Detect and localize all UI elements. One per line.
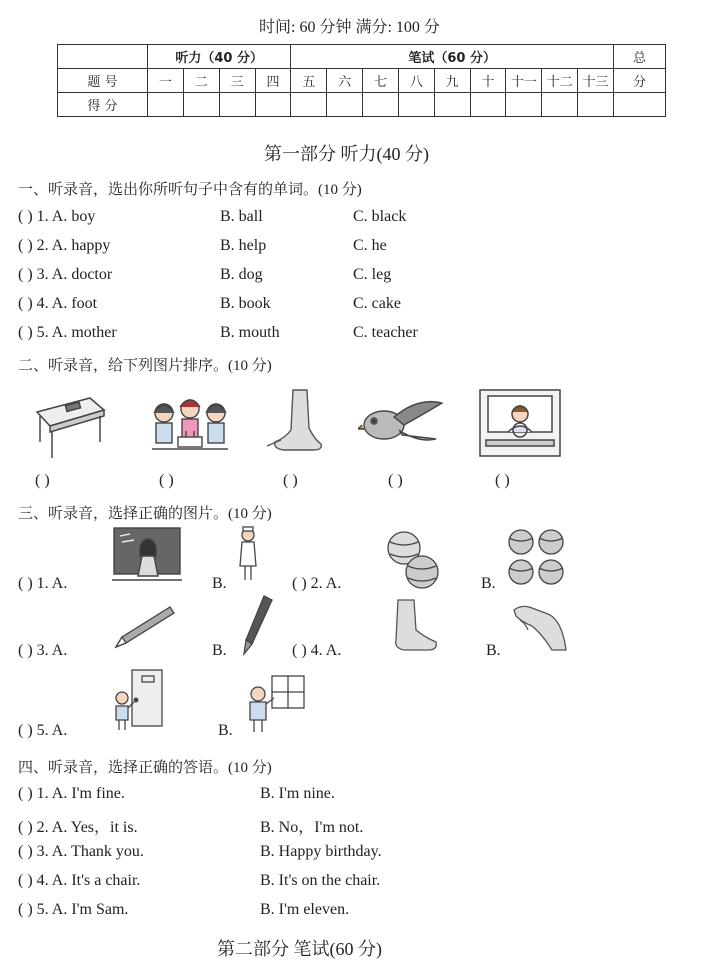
- section4-title: 四、听录音，选择正确的答语。(10 分): [18, 760, 272, 776]
- score-cell[interactable]: [470, 93, 506, 117]
- total-top: 总: [614, 45, 666, 69]
- ball-icon: [384, 530, 442, 590]
- option-b: B. help: [220, 237, 267, 254]
- score-cell[interactable]: [434, 93, 470, 117]
- written-header: 笔试（60 分）: [291, 45, 614, 69]
- order-blank[interactable]: ( ): [495, 472, 510, 489]
- score-cell[interactable]: [219, 93, 255, 117]
- foot-icon: [265, 388, 325, 454]
- part2-title: 第二部分 笔试(60 分): [217, 939, 382, 959]
- option-c: C. cake: [353, 295, 401, 312]
- option-b: B. mouth: [220, 324, 280, 341]
- question-no-label: 题 号: [58, 69, 148, 93]
- question-number: 五: [291, 69, 327, 93]
- question-number: 三: [219, 69, 255, 93]
- question-stem: ( ) 2. A. Yes，it is.: [18, 819, 138, 836]
- section3-title: 三、听录音，选择正确的图片。(10 分): [18, 506, 272, 522]
- question-stem: ( ) 2. A. happy: [18, 237, 111, 254]
- exam-time-score: 时间: 60 分钟 满分: 100 分: [259, 19, 440, 36]
- option-b: B.: [486, 642, 501, 659]
- desk-icon: [32, 390, 107, 460]
- option-b: B. I'm eleven.: [260, 901, 350, 918]
- score-cell[interactable]: [542, 93, 578, 117]
- window-icon: [244, 672, 306, 734]
- hand-icon: [512, 600, 568, 652]
- score-cell[interactable]: [398, 93, 434, 117]
- score-cell[interactable]: [291, 93, 327, 117]
- question-stem: ( ) 1. A.: [18, 575, 68, 592]
- question-stem: ( ) 4. A.: [292, 642, 342, 659]
- score-cell[interactable]: [183, 93, 219, 117]
- option-b: B.: [212, 642, 227, 659]
- order-blank[interactable]: ( ): [388, 472, 403, 489]
- question-number: 十三: [578, 69, 614, 93]
- section2-title: 二、听录音，给下列图片排序。(10 分): [18, 358, 272, 374]
- score-cell[interactable]: [614, 93, 666, 117]
- option-b: B. It's on the chair.: [260, 872, 381, 889]
- foot-icon: [392, 598, 440, 654]
- option-b: B. No，I'm not.: [260, 819, 364, 836]
- question-number: 八: [398, 69, 434, 93]
- option-b: B.: [218, 722, 233, 739]
- question-stem: ( ) 1. A. I'm fine.: [18, 785, 125, 802]
- nurse-icon: [236, 526, 260, 584]
- question-stem: ( ) 5. A. I'm Sam.: [18, 901, 129, 918]
- total-bottom: 分: [614, 69, 666, 93]
- score-table: [57, 44, 666, 117]
- question-stem: ( ) 2. A.: [292, 575, 342, 592]
- order-blank[interactable]: ( ): [159, 472, 174, 489]
- score-cell[interactable]: [148, 93, 184, 117]
- option-b: B.: [481, 575, 496, 592]
- order-blank[interactable]: ( ): [283, 472, 298, 489]
- score-cell[interactable]: [327, 93, 363, 117]
- part1-title: 第一部分 听力(40 分): [264, 144, 429, 164]
- question-number: 十一: [506, 69, 542, 93]
- option-b: B. I'm nine.: [260, 785, 335, 802]
- question-number: 四: [255, 69, 291, 93]
- order-blank[interactable]: ( ): [35, 472, 50, 489]
- question-stem: ( ) 4. A. foot: [18, 295, 98, 312]
- option-b: B. ball: [220, 208, 263, 225]
- option-c: C. black: [353, 208, 407, 225]
- teacher-icon: [112, 526, 182, 584]
- question-stem: ( ) 3. A. Thank you.: [18, 843, 144, 860]
- question-number: 十二: [542, 69, 578, 93]
- bird-icon: [358, 395, 443, 450]
- score-cell[interactable]: [363, 93, 399, 117]
- question-stem: ( ) 1. A. boy: [18, 208, 96, 225]
- question-stem: ( ) 3. A. doctor: [18, 266, 113, 283]
- score-cell[interactable]: [255, 93, 291, 117]
- score-label: 得 分: [58, 93, 148, 117]
- question-stem: ( ) 4. A. It's a chair.: [18, 872, 141, 889]
- option-c: C. teacher: [353, 324, 418, 341]
- question-number: 二: [183, 69, 219, 93]
- score-cell[interactable]: [506, 93, 542, 117]
- question-number: 七: [363, 69, 399, 93]
- section1-title: 一、听录音，选出你所听句子中含有的单词。(10 分): [18, 182, 362, 198]
- bus-driver-icon: [478, 388, 562, 458]
- question-number: 六: [327, 69, 363, 93]
- option-b: B. Happy birthday.: [260, 843, 382, 860]
- option-b: B. dog: [220, 266, 263, 283]
- option-b: B. book: [220, 295, 271, 312]
- pen-icon: [240, 594, 276, 656]
- pencil-icon: [112, 603, 177, 651]
- birthday-children-icon: [150, 395, 230, 457]
- option-c: C. leg: [353, 266, 392, 283]
- question-number: 一: [148, 69, 184, 93]
- question-stem: ( ) 5. A.: [18, 722, 68, 739]
- question-stem: ( ) 5. A. mother: [18, 324, 117, 341]
- option-c: C. he: [353, 237, 387, 254]
- score-cell[interactable]: [578, 93, 614, 117]
- question-number: 九: [434, 69, 470, 93]
- balls-icon: [505, 528, 569, 588]
- question-stem: ( ) 3. A.: [18, 642, 68, 659]
- option-b: B.: [212, 575, 227, 592]
- door-icon: [112, 668, 164, 732]
- question-number: 十: [470, 69, 506, 93]
- listening-header: 听力（40 分）: [148, 45, 291, 69]
